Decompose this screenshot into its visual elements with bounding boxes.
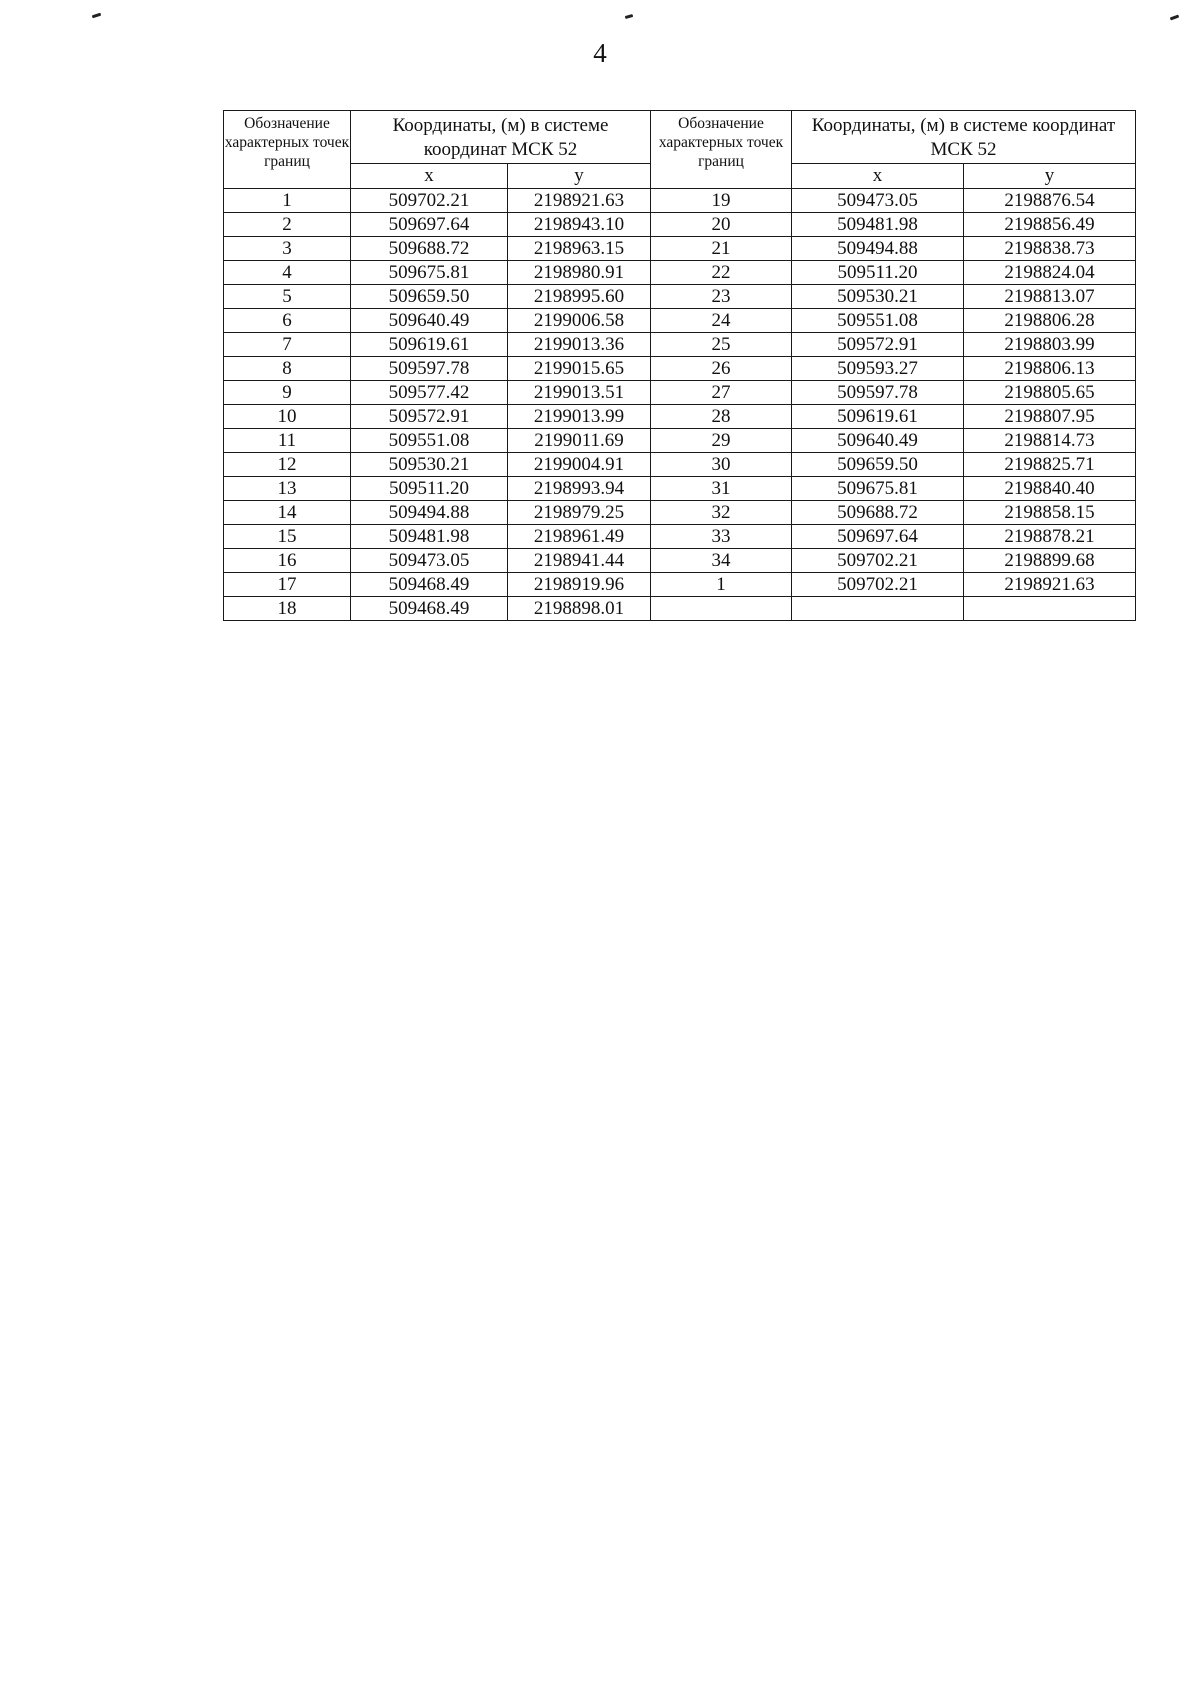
y-coordinate: 2198980.91 bbox=[508, 261, 651, 285]
y-coordinate: 2198963.15 bbox=[508, 237, 651, 261]
point-number-right: 28 bbox=[651, 405, 792, 429]
x-coordinate: 509551.08 bbox=[351, 429, 508, 453]
x-coordinate-right: 509688.72 bbox=[792, 501, 964, 525]
point-number-right: 27 bbox=[651, 381, 792, 405]
point-number-right: 30 bbox=[651, 453, 792, 477]
y-coordinate-right: 2198899.68 bbox=[964, 549, 1136, 573]
y-coordinate-right: 2198856.49 bbox=[964, 213, 1136, 237]
y-axis-header: y bbox=[508, 164, 651, 189]
y-coordinate: 2198898.01 bbox=[508, 597, 651, 621]
y-coordinate-right: 2198878.21 bbox=[964, 525, 1136, 549]
x-coordinate: 509468.49 bbox=[351, 597, 508, 621]
x-coordinate: 509577.42 bbox=[351, 381, 508, 405]
table-row bbox=[224, 549, 1136, 573]
x-coordinate: 509481.98 bbox=[351, 525, 508, 549]
point-number: 5 bbox=[224, 285, 351, 309]
y-coordinate: 2198919.96 bbox=[508, 573, 651, 597]
x-axis-header: x bbox=[351, 164, 508, 189]
y-coordinate: 2199004.91 bbox=[508, 453, 651, 477]
y-coordinate: 2199006.58 bbox=[508, 309, 651, 333]
table-row bbox=[224, 453, 1136, 477]
point-number: 2 bbox=[224, 213, 351, 237]
x-coordinate: 509702.21 bbox=[351, 189, 508, 213]
x-coordinate: 509468.49 bbox=[351, 573, 508, 597]
scan-mark bbox=[625, 14, 634, 19]
y-coordinate: 2198979.25 bbox=[508, 501, 651, 525]
x-coordinate: 509659.50 bbox=[351, 285, 508, 309]
x-coordinate-right: 509593.27 bbox=[792, 357, 964, 381]
table-row bbox=[224, 525, 1136, 549]
table-row bbox=[224, 213, 1136, 237]
x-coordinate: 509572.91 bbox=[351, 405, 508, 429]
x-coordinate: 509597.78 bbox=[351, 357, 508, 381]
point-label-header-right: Обозначение характерных точек границ bbox=[651, 111, 792, 189]
point-number: 14 bbox=[224, 501, 351, 525]
x-coordinate-right: 509702.21 bbox=[792, 573, 964, 597]
coord-system-header: Координаты, (м) в системе координат МСК 52 bbox=[351, 111, 651, 164]
y-coordinate: 2198993.94 bbox=[508, 477, 651, 501]
point-number: 18 bbox=[224, 597, 351, 621]
point-number-right: 34 bbox=[651, 549, 792, 573]
point-number: 17 bbox=[224, 573, 351, 597]
point-number-right: 23 bbox=[651, 285, 792, 309]
y-coordinate: 2198943.10 bbox=[508, 213, 651, 237]
x-coordinate: 509697.64 bbox=[351, 213, 508, 237]
y-coordinate: 2198921.63 bbox=[508, 189, 651, 213]
point-number: 12 bbox=[224, 453, 351, 477]
point-number: 7 bbox=[224, 333, 351, 357]
point-number-right bbox=[651, 597, 792, 621]
point-number-right: 33 bbox=[651, 525, 792, 549]
x-coordinate-right: 509551.08 bbox=[792, 309, 964, 333]
y-coordinate: 2198941.44 bbox=[508, 549, 651, 573]
y-coordinate: 2198995.60 bbox=[508, 285, 651, 309]
y-coordinate: 2199013.36 bbox=[508, 333, 651, 357]
point-number: 6 bbox=[224, 309, 351, 333]
point-number-right: 32 bbox=[651, 501, 792, 525]
point-number-right: 31 bbox=[651, 477, 792, 501]
coord-system-header-right: Координаты, (м) в системе координат МСК 52 bbox=[792, 111, 1136, 164]
point-number-right: 26 bbox=[651, 357, 792, 381]
point-number-right: 20 bbox=[651, 213, 792, 237]
table-row bbox=[224, 381, 1136, 405]
point-number: 10 bbox=[224, 405, 351, 429]
point-label-header: Обозначение характерных точек границ bbox=[224, 111, 351, 189]
y-coordinate-right: 2198805.65 bbox=[964, 381, 1136, 405]
y-coordinate-right: 2198825.71 bbox=[964, 453, 1136, 477]
table-header-row bbox=[224, 111, 1136, 164]
y-coordinate-right: 2198921.63 bbox=[964, 573, 1136, 597]
y-coordinate-right: 2198813.07 bbox=[964, 285, 1136, 309]
scan-mark bbox=[92, 13, 101, 19]
x-coordinate-right: 509702.21 bbox=[792, 549, 964, 573]
table-row bbox=[224, 501, 1136, 525]
point-number: 8 bbox=[224, 357, 351, 381]
y-coordinate: 2199015.65 bbox=[508, 357, 651, 381]
point-number: 16 bbox=[224, 549, 351, 573]
x-coordinate-right: 509597.78 bbox=[792, 381, 964, 405]
point-number-right: 24 bbox=[651, 309, 792, 333]
point-number-right: 19 bbox=[651, 189, 792, 213]
y-coordinate: 2199013.99 bbox=[508, 405, 651, 429]
x-coordinate-right: 509640.49 bbox=[792, 429, 964, 453]
point-number-right: 29 bbox=[651, 429, 792, 453]
y-coordinate-right: 2198858.15 bbox=[964, 501, 1136, 525]
table-row bbox=[224, 477, 1136, 501]
x-coordinate-right: 509481.98 bbox=[792, 213, 964, 237]
point-number-right: 21 bbox=[651, 237, 792, 261]
x-coordinate: 509530.21 bbox=[351, 453, 508, 477]
x-coordinate-right: 509530.21 bbox=[792, 285, 964, 309]
page-number: 4 bbox=[593, 38, 607, 68]
point-number: 13 bbox=[224, 477, 351, 501]
table-row bbox=[224, 573, 1136, 597]
x-coordinate: 509494.88 bbox=[351, 501, 508, 525]
x-coordinate: 509675.81 bbox=[351, 261, 508, 285]
y-coordinate: 2199011.69 bbox=[508, 429, 651, 453]
coordinates-table bbox=[223, 110, 1136, 621]
y-coordinate-right: 2198838.73 bbox=[964, 237, 1136, 261]
y-coordinate-right: 2198814.73 bbox=[964, 429, 1136, 453]
table-row bbox=[224, 309, 1136, 333]
point-number: 15 bbox=[224, 525, 351, 549]
x-coordinate-right: 509511.20 bbox=[792, 261, 964, 285]
x-coordinate: 509619.61 bbox=[351, 333, 508, 357]
x-coordinate-right: 509473.05 bbox=[792, 189, 964, 213]
x-coordinate-right bbox=[792, 597, 964, 621]
y-coordinate-right bbox=[964, 597, 1136, 621]
point-number-right: 1 bbox=[651, 573, 792, 597]
y-coordinate-right: 2198840.40 bbox=[964, 477, 1136, 501]
x-axis-header-right: x bbox=[792, 164, 964, 189]
scan-mark bbox=[1170, 15, 1179, 21]
table-row bbox=[224, 189, 1136, 213]
y-coordinate: 2199013.51 bbox=[508, 381, 651, 405]
table-row bbox=[224, 597, 1136, 621]
point-number: 1 bbox=[224, 189, 351, 213]
x-coordinate: 509473.05 bbox=[351, 549, 508, 573]
x-coordinate-right: 509675.81 bbox=[792, 477, 964, 501]
y-coordinate-right: 2198824.04 bbox=[964, 261, 1136, 285]
table-row bbox=[224, 357, 1136, 381]
point-number-right: 22 bbox=[651, 261, 792, 285]
x-coordinate-right: 509697.64 bbox=[792, 525, 964, 549]
y-coordinate-right: 2198806.13 bbox=[964, 357, 1136, 381]
table-row bbox=[224, 285, 1136, 309]
y-coordinate: 2198961.49 bbox=[508, 525, 651, 549]
table-row bbox=[224, 429, 1136, 453]
point-number: 11 bbox=[224, 429, 351, 453]
point-number-right: 25 bbox=[651, 333, 792, 357]
point-number: 9 bbox=[224, 381, 351, 405]
table-row bbox=[224, 237, 1136, 261]
point-number: 4 bbox=[224, 261, 351, 285]
x-coordinate: 509511.20 bbox=[351, 477, 508, 501]
y-coordinate-right: 2198803.99 bbox=[964, 333, 1136, 357]
y-coordinate-right: 2198876.54 bbox=[964, 189, 1136, 213]
y-axis-header-right: y bbox=[964, 164, 1136, 189]
table-row bbox=[224, 261, 1136, 285]
table-row bbox=[224, 333, 1136, 357]
x-coordinate-right: 509659.50 bbox=[792, 453, 964, 477]
y-coordinate-right: 2198806.28 bbox=[964, 309, 1136, 333]
point-number: 3 bbox=[224, 237, 351, 261]
y-coordinate-right: 2198807.95 bbox=[964, 405, 1136, 429]
x-coordinate: 509688.72 bbox=[351, 237, 508, 261]
x-coordinate-right: 509572.91 bbox=[792, 333, 964, 357]
x-coordinate: 509640.49 bbox=[351, 309, 508, 333]
table-row bbox=[224, 405, 1136, 429]
x-coordinate-right: 509619.61 bbox=[792, 405, 964, 429]
x-coordinate-right: 509494.88 bbox=[792, 237, 964, 261]
